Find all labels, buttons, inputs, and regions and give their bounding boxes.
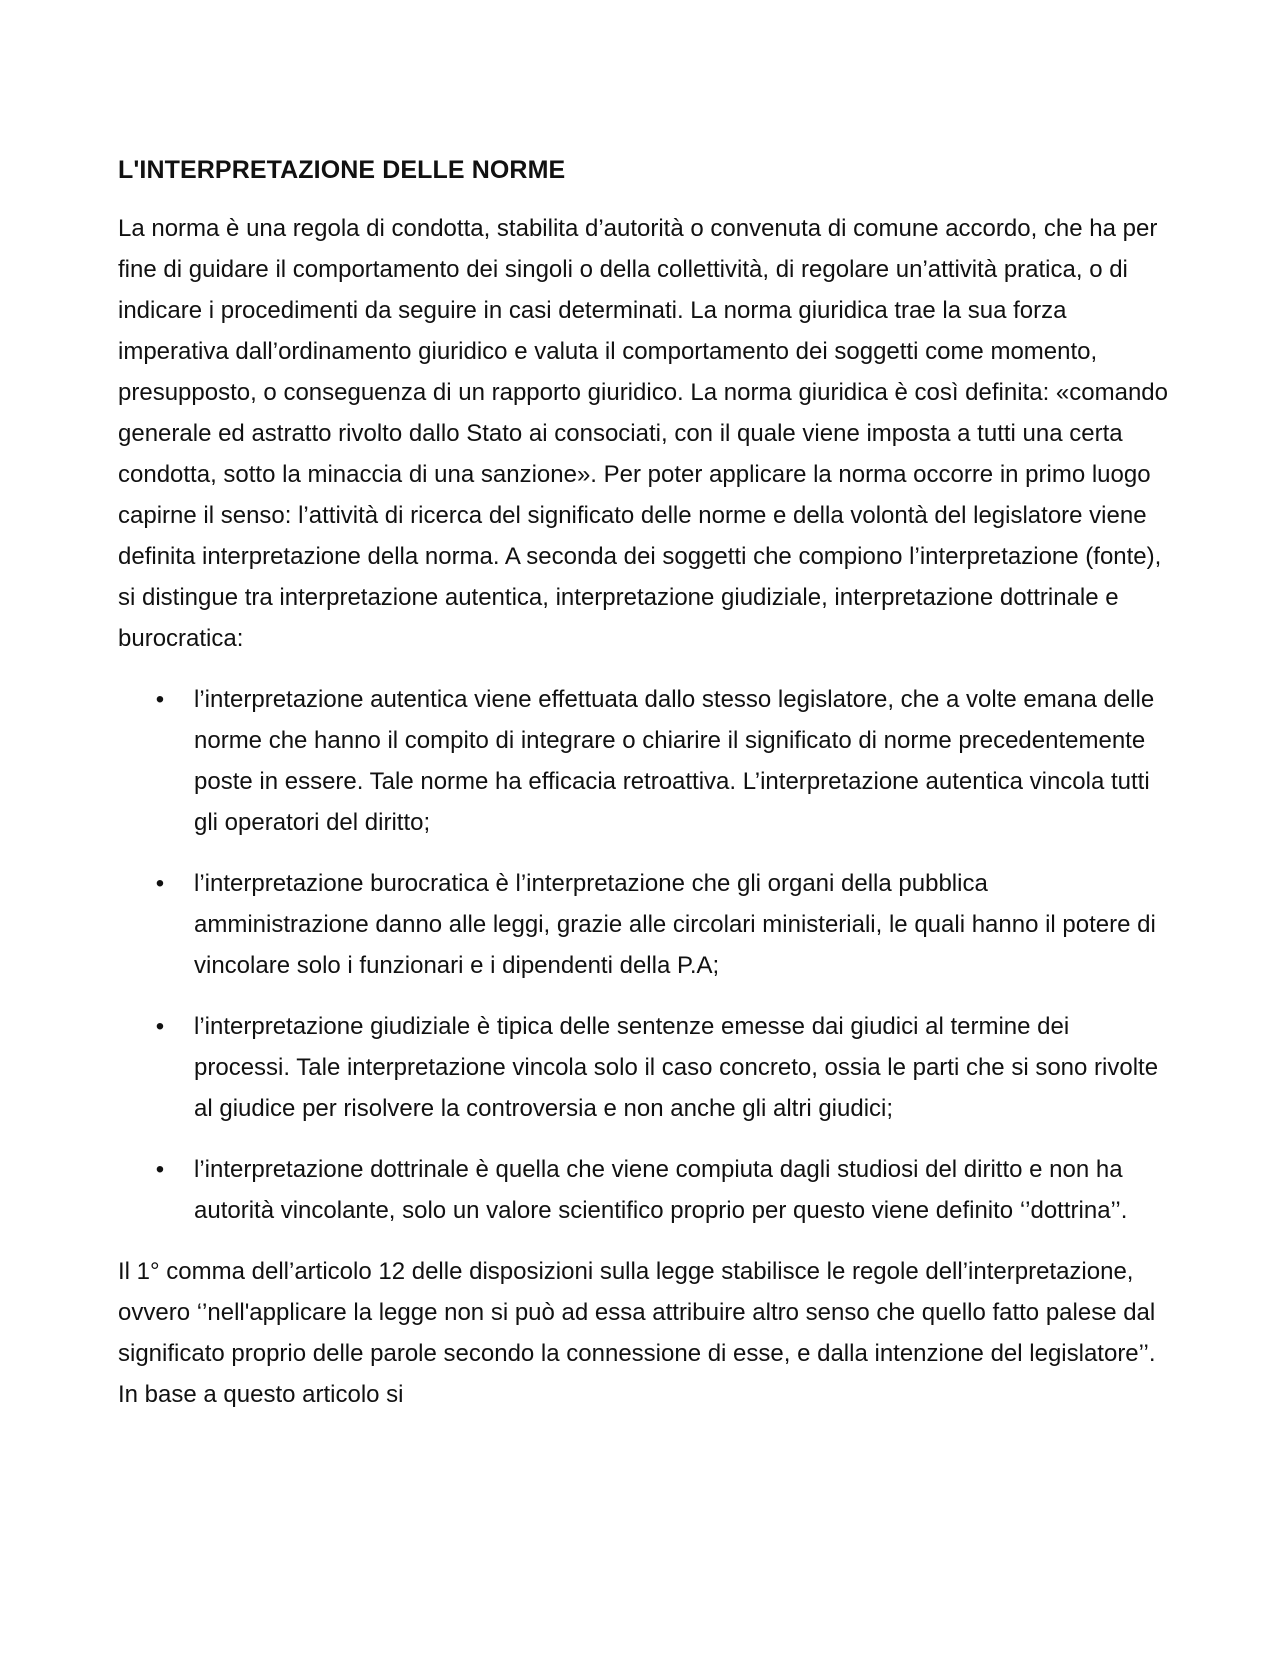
document-body bbox=[118, 150, 1168, 1435]
list-item-text: l’interpretazione giudiziale è tipica delle sentenze emesse dai giudici al termine dei processi. Tale interpretazione vincola solo il caso concreto, ossia le parti che si sono rivolte al giudice per risolvere la controversia e non anche gli altri giudici; bbox=[194, 1013, 1159, 1122]
list-item-text: l’interpretazione dottrinale è quella che viene compiuta dagli studiosi del diritto e non ha autorità vincolante, solo un valore scientifico proprio per questo viene definito ‘’dottrina’’. bbox=[194, 1156, 1128, 1224]
list-item-text: l’interpretazione autentica viene effettuata dallo stesso legislatore, che a volte emana delle norme che hanno il compito di integrare o chiarire il significato di norme precedentemente poste in essere. Tale norme ha efficacia retroattiva. L’interpretazione autentica vincola tutti gli operatori del diritto; bbox=[194, 686, 1155, 836]
list-item-giudiziale bbox=[118, 1006, 1168, 1129]
closing-paragraph: Il 1° comma dell’articolo 12 delle disposizioni sulla legge stabilisce le regole dell’interpretazione, ovvero ‘’nell'applicare la legge non si può ad essa attribuire altro senso che quello fatto palese dal significato proprio delle parole secondo la connessione di esse, e dalla intenzione del legislatore’’. In base a questo articolo si bbox=[118, 1258, 1156, 1408]
page-title: L'INTERPRETAZIONE DELLE NORME bbox=[118, 156, 566, 184]
bullet-icon: • bbox=[155, 1156, 165, 1183]
bullet-icon: • bbox=[155, 686, 165, 713]
intro-paragraph: La norma è una regola di condotta, stabilita d’autorità o convenuta di comune accordo, che ha per fine di guidare il comportamento dei singoli o della collettività, di regolare un’attività pratica, o di indicare i procedimenti da seguire in casi determinati. La norma giuridica trae la sua forza imperativa dall’ordinamento giuridico e valuta il comportamento dei soggetti come momento, presupposto, o conseguenza di un rapporto giuridico. La norma giuridica è così definita: «comando generale ed astratto rivolto dallo Stato ai consociati, con il quale viene imposta a tutti una certa condotta, sotto la minaccia di una sanzione». Per poter applicare la norma occorre in primo luogo capirne il senso: l’attività di ricerca del significato delle norme e della volontà del legislatore viene definita interpretazione della norma. A seconda dei soggetti che compiono l’interpretazione (fonte), si distingue tra interpretazione autentica, interpretazione giudiziale, interpretazione dottrinale e burocratica: bbox=[118, 215, 1168, 652]
list-item-burocratica bbox=[118, 863, 1168, 986]
bullet-icon: • bbox=[155, 870, 165, 897]
interpretation-types-list bbox=[118, 679, 1168, 1231]
list-item-dottrinale bbox=[118, 1149, 1168, 1231]
list-item-text: l’interpretazione burocratica è l’interpretazione che gli organi della pubblica amministrazione danno alle leggi, grazie alle circolari ministeriali, le quali hanno il potere di vincolare solo i funzionari e i dipendenti della P.A; bbox=[194, 870, 1156, 979]
bullet-icon: • bbox=[155, 1013, 165, 1040]
list-item-autentica bbox=[118, 679, 1168, 843]
